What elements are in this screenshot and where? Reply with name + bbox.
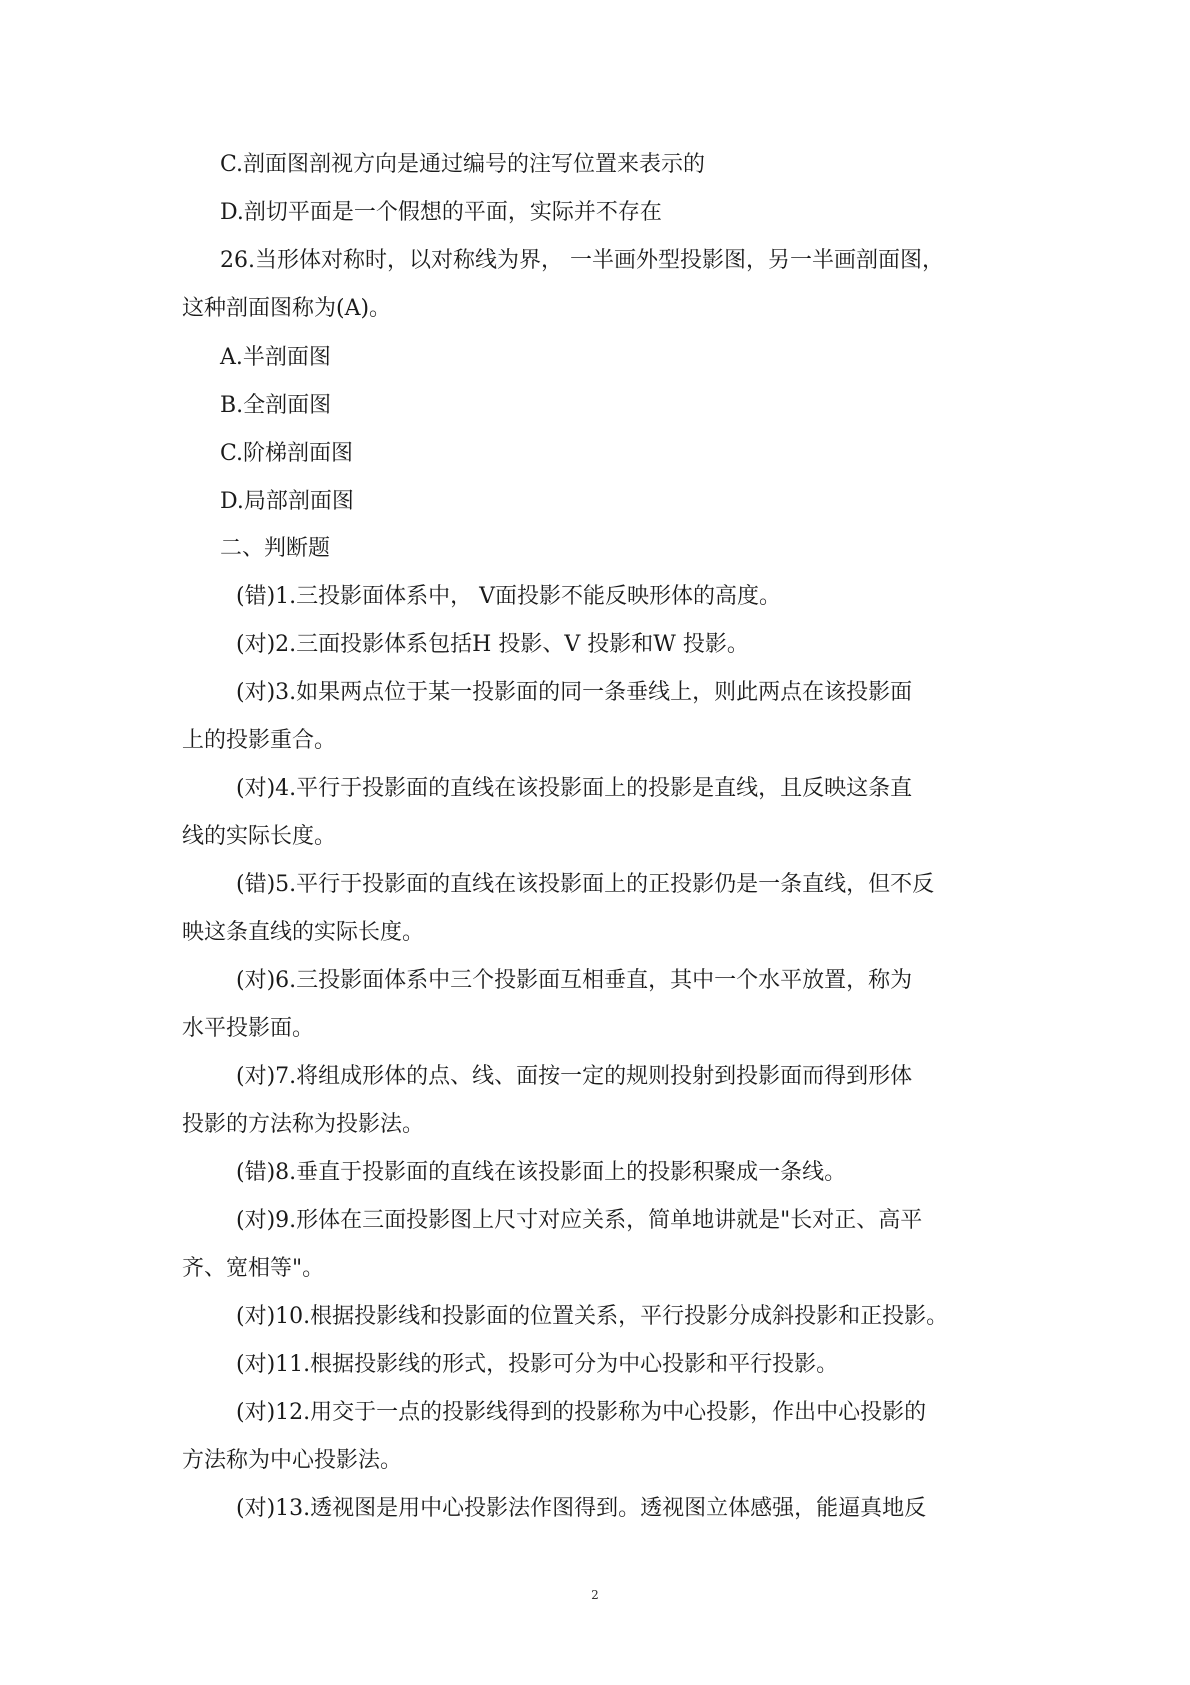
tf-item-10: (对)10.根据投影线和投影面的位置关系，平行投影分成斜投影和正投影。 (236, 1304, 949, 1329)
tf-item-5-line-2: 映这条直线的实际长度。 (182, 920, 425, 945)
tf-item-6-line-1: (对)6.三投影面体系中三个投影面互相垂直，其中一个水平放置，称为 (236, 968, 913, 993)
tf-item-4-line-2: 线的实际长度。 (182, 824, 337, 849)
tf-item-11: (对)11.根据投影线的形式，投影可分为中心投影和平行投影。 (236, 1352, 839, 1377)
tf-item-7-line-2: 投影的方法称为投影法。 (182, 1112, 425, 1137)
question-26-line-1: 26.当形体对称时，以对称线为界， 一半画外型投影图，另一半画剖面图， (220, 248, 944, 273)
tf-item-4-line-1: (对)4.平行于投影面的直线在该投影面上的投影是直线，且反映这条直 (236, 776, 913, 801)
question-26-line-2: 这种剖面图称为(A)。 (182, 296, 392, 321)
option-d-q26: D.局部剖面图 (220, 489, 354, 514)
option-d-q25: D.剖切平面是一个假想的平面，实际并不存在 (220, 200, 662, 225)
tf-item-3-line-1: (对)3.如果两点位于某一投影面的同一条垂线上，则此两点在该投影面 (236, 680, 913, 705)
page-number: 2 (591, 1588, 599, 1602)
tf-item-6-line-2: 水平投影面。 (182, 1016, 315, 1041)
tf-item-3-line-2: 上的投影重合。 (182, 728, 337, 753)
tf-item-1: (错)1.三投影面体系中， V面投影不能反映形体的高度。 (236, 584, 782, 609)
tf-item-12-line-2: 方法称为中心投影法。 (182, 1448, 403, 1473)
section-heading-true-false: 二、判断题 (220, 536, 331, 561)
tf-item-9-line-2: 齐、宽相等"。 (182, 1256, 325, 1281)
option-c-q25: C.剖面图剖视方向是通过编号的注写位置来表示的 (220, 152, 706, 177)
option-a-q26: A.半剖面图 (220, 345, 331, 370)
tf-item-7-line-1: (对)7.将组成形体的点、线、面按一定的规则投射到投影面而得到形体 (236, 1064, 913, 1089)
tf-item-8: (错)8.垂直于投影面的直线在该投影面上的投影积聚成一条线。 (236, 1160, 847, 1185)
option-b-q26: B.全剖面图 (220, 393, 332, 418)
tf-item-9-line-1: (对)9.形体在三面投影图上尺寸对应关系，简单地讲就是"长对正、高平 (236, 1208, 923, 1233)
tf-item-12-line-1: (对)12.用交于一点的投影线得到的投影称为中心投影，作出中心投影的 (236, 1400, 927, 1425)
tf-item-2: (对)2.三面投影体系包括H 投影、V 投影和W 投影。 (236, 632, 749, 657)
tf-item-5-line-1: (错)5.平行于投影面的直线在该投影面上的正投影仍是一条直线，但不反 (236, 872, 935, 897)
option-c-q26: C.阶梯剖面图 (220, 441, 354, 466)
tf-item-13-line-1: (对)13.透视图是用中心投影法作图得到。透视图立体感强，能逼真地反 (236, 1496, 927, 1521)
